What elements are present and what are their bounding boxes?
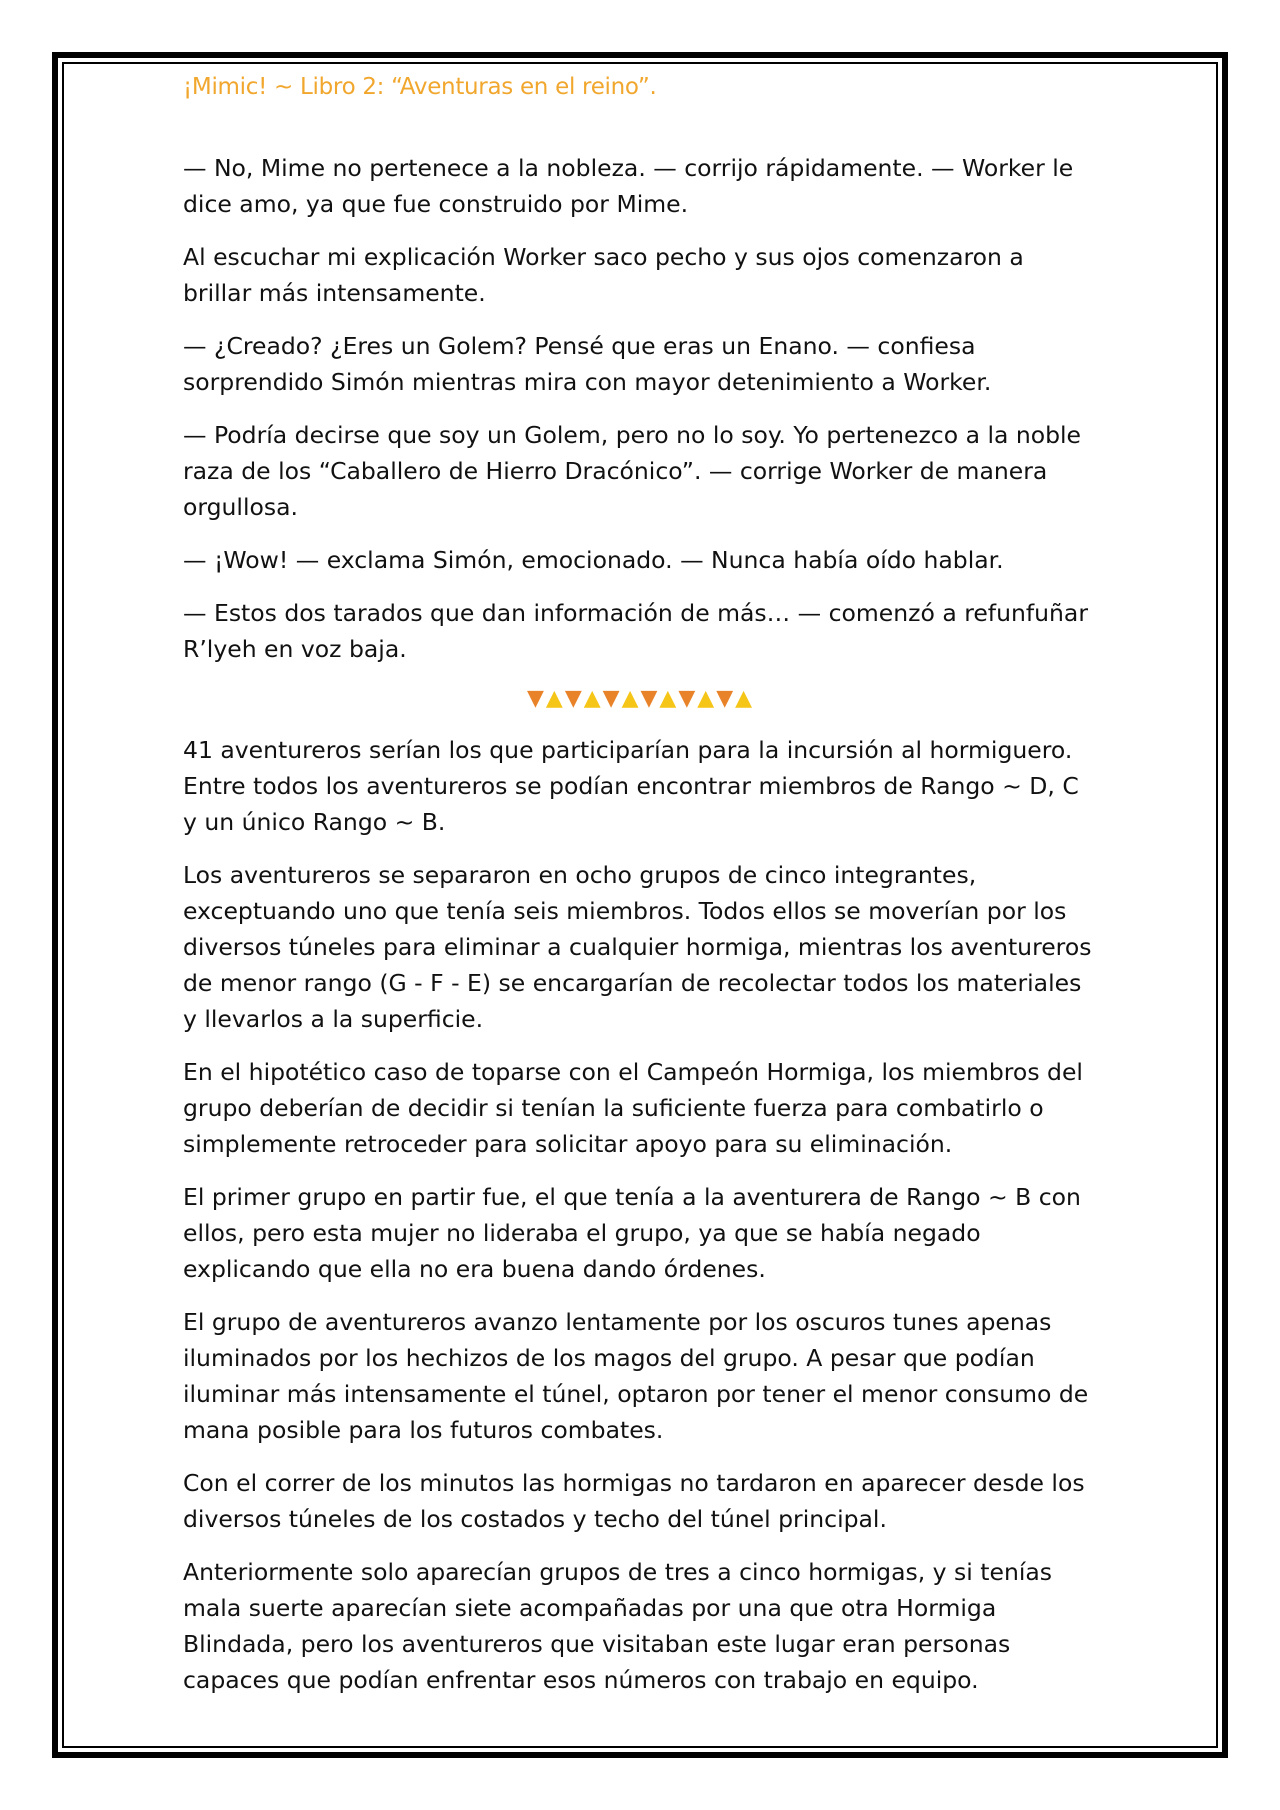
paragraph: — No, Mime no pertenece a la nobleza. — corrijo rápidamente. — Worker le dice amo, ya que fue construido por Mime.	[183, 154, 1074, 218]
triangle-down-icon: ▼	[526, 686, 546, 711]
triangle-down-icon: ▼	[564, 686, 584, 711]
triangle-up-icon: ▲	[659, 686, 679, 711]
triangle-up-icon: ▲	[583, 686, 603, 711]
paragraph: Al escuchar mi explicación Worker saco pecho y sus ojos comenzaron a brillar más intensamente.	[183, 243, 1024, 307]
paragraph: Los aventureros se separaron en ocho grupos de cinco integrantes, exceptuando uno que tenía seis miembros. Todos ellos se moverían por los diversos túneles para eliminar a cualquier hormiga, mientras los aventureros de menor rango (G - F - E) se encargarían de recolectar todos los materiales y llevarlos a la superficie.	[183, 861, 1092, 1033]
paragraph: Con el correr de los minutos las hormigas no tardaron en aparecer desde los diversos túneles de los costados y techo del túnel principal.	[183, 1469, 1085, 1533]
triangle-down-icon: ▼	[678, 686, 698, 711]
triangle-up-icon: ▲	[735, 686, 755, 711]
triangle-down-icon: ▼	[716, 686, 736, 711]
triangle-up-icon: ▲	[697, 686, 717, 711]
triangle-up-icon: ▲	[621, 686, 641, 711]
paragraph: 41 aventureros serían los que participarían para la incursión al hormiguero. Entre todos los aventureros se podían encontrar miembros de Rango ~ D, C y un único Rango ~ B.	[183, 736, 1079, 836]
document-body	[183, 150, 1098, 1715]
triangle-down-icon: ▼	[602, 686, 622, 711]
triangle-down-icon: ▼	[640, 686, 660, 711]
paragraph: — Estos dos tarados que dan información de más… — comenzó a refunfuñar R’lyeh en voz baja.	[183, 599, 1088, 663]
paragraph: En el hipotético caso de toparse con el Campeón Hormiga, los miembros del grupo deberían de decidir si tenían la suficiente fuerza para combatirlo o simplemente retroceder para solicitar apoyo para su eliminación.	[183, 1058, 1083, 1158]
paragraph: — ¡Wow! — exclama Simón, emocionado. — Nunca había oído hablar.	[183, 546, 1004, 574]
paragraph: El grupo de aventureros avanzo lentamente por los oscuros tunes apenas iluminados por los hechizos de los magos del grupo. A pesar que podían iluminar más intensamente el túnel, optaron por tener el menor consumo de mana posible para los futuros combates.	[183, 1308, 1089, 1444]
page-header: ¡Mimic! ~ Libro 2: “Aventuras en el reino”.	[183, 74, 657, 100]
paragraph: Anteriormente solo aparecían grupos de tres a cinco hormigas, y si tenías mala suerte aparecían siete acompañadas por una que otra Hormiga Blindada, pero los aventureros que visitaban este lugar eran personas capaces que podían enfrentar esos números con trabajo en equipo.	[183, 1558, 1053, 1694]
paragraph: El primer grupo en partir fue, el que tenía a la aventurera de Rango ~ B con ellos, pero esta mujer no lideraba el grupo, ya que se había negado explicando que ella no era buena dando órdenes.	[183, 1183, 1081, 1283]
paragraph: — ¿Creado? ¿Eres un Golem? Pensé que eras un Enano. — confiesa sorprendido Simón mientras mira con mayor detenimiento a Worker.	[183, 332, 992, 396]
section-divider	[183, 684, 1098, 714]
triangle-up-icon: ▲	[545, 686, 565, 711]
paragraph: — Podría decirse que soy un Golem, pero no lo soy. Yo pertenezco a la noble raza de los “Caballero de Hierro Dracónico”. — corrige Worker de manera orgullosa.	[183, 421, 1082, 521]
